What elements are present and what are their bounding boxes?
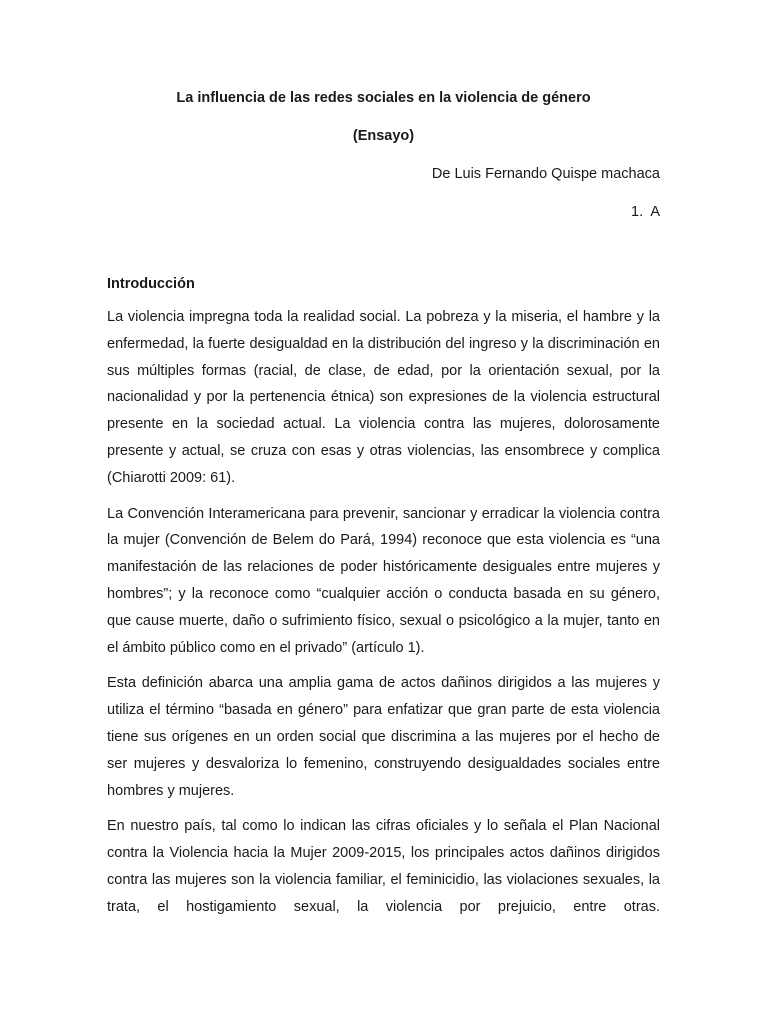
paragraph: La Convención Interamericana para prevenir, sancionar y erradicar la violencia contra la mujer (Convención de Belem do Pará, 1994) reconoce que esta violencia es “una manifestación de las relaciones de poder históricamente desiguales entre mujeres y hombres”; y la reconoce como “cualquier acción o conducta basada en su género, que cause muerte, daño o sufrimiento físico, sexual o psicológico a la mujer, tanto en el ámbito público como en el privado” (artículo 1). — [107, 505, 660, 656]
paragraph: La violencia impregna toda la realidad social. La pobreza y la miseria, el hambre y la enfermedad, la fuerte desigualdad en la distribución del ingreso y la discriminación en sus múltiples formas (racial, de clase, de edad, por la orientación sexual, por la nacionalidad y por la pertenencia étnica) son expresiones de la violencia estructural presente en la sociedad actual. La violencia contra las mujeres, dolorosamente presente y actual, se cruza con esas y otras violencias, las ensombrece y complica (Chiarotti 2009: 61). — [107, 309, 660, 486]
grade-line: 1. A — [631, 204, 660, 220]
paragraph: Esta definición abarca una amplia gama de actos dañinos dirigidos a las mujeres y utiliza el término “basada en género” para enfatizar que gran parte de esta violencia tiene sus orígenes en un orden social que discrimina a las mujeres por el hecho de ser mujeres y desvaloriza lo femenino, construyendo desigualdades sociales entre hombres y mujeres. — [107, 675, 660, 799]
essay-subtitle: (Ensayo) — [352, 128, 415, 144]
essay-title: La influencia de las redes sociales en la violencia de género — [176, 90, 591, 106]
document-body — [107, 88, 660, 921]
paragraph: En nuestro país, tal como lo indican las cifras oficiales y lo señala el Plan Nacional contra la Violencia hacia la Mujer 2009-2015, los principales actos dañinos dirigidos contra las mujeres son la violencia familiar, el feminicidio, las violaciones sexuales, la trata, el hostigamiento sexual, la violencia por prejuicio, entre otras. — [107, 818, 660, 915]
author-line: De Luis Fernando Quispe machaca — [431, 166, 660, 182]
section-heading: Introducción — [107, 276, 195, 292]
